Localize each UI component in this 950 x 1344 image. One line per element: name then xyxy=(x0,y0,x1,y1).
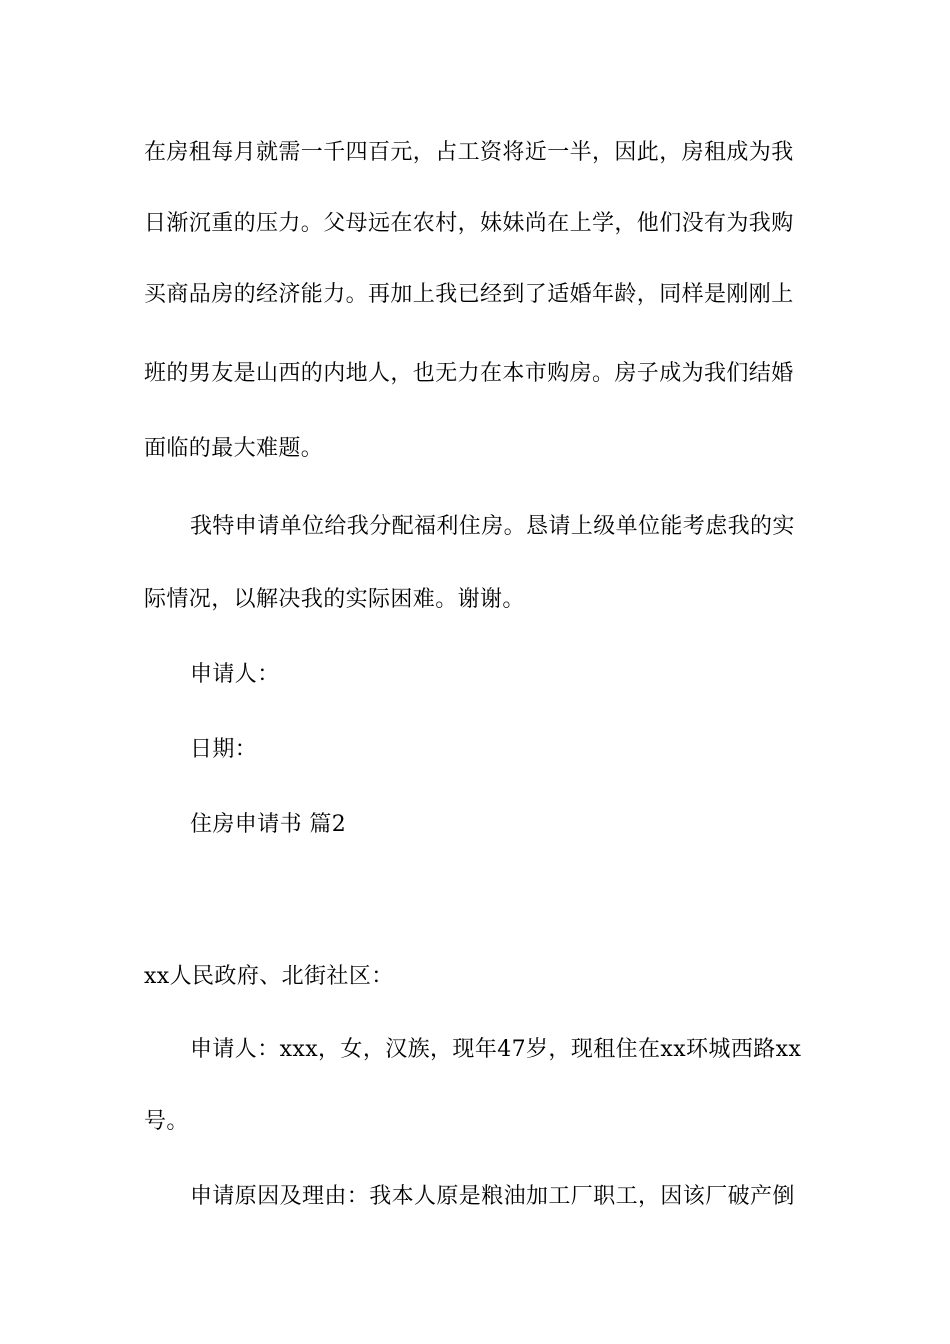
section-heading: 住房申请书 篇2 xyxy=(190,812,347,837)
paragraph-line: 班的男友是山西的内地人，也无力在本市购房。房子成为我们结婚 xyxy=(144,361,794,386)
paragraph-line: 申请人：xxx，女，汉族，现年47岁，现租住在xx环城西路xx xyxy=(190,1037,802,1062)
paragraph-line: 我特申请单位给我分配福利住房。恳请上级单位能考虑我的实 xyxy=(190,514,795,539)
paragraph-line: 面临的最大难题。 xyxy=(144,436,324,461)
date-label: 日期： xyxy=(190,737,258,762)
paragraph-line: 申请原因及理由：我本人原是粮油加工厂职工，因该厂破产倒 xyxy=(190,1184,795,1209)
addressee-line: xx人民政府、北街社区： xyxy=(144,964,394,989)
paragraph-line: 日渐沉重的压力。父母远在农村，妹妹尚在上学，他们没有为我购 xyxy=(144,211,794,236)
paragraph-line: 买商品房的经济能力。再加上我已经到了适婚年龄，同样是刚刚上 xyxy=(144,282,794,307)
paragraph-line: 号。 xyxy=(144,1109,189,1134)
applicant-label: 申请人： xyxy=(190,662,280,687)
paragraph-line: 际情况，以解决我的实际困难。谢谢。 xyxy=(144,587,525,612)
paragraph-line: 在房租每月就需一千四百元，占工资将近一半，因此，房租成为我 xyxy=(144,140,794,165)
